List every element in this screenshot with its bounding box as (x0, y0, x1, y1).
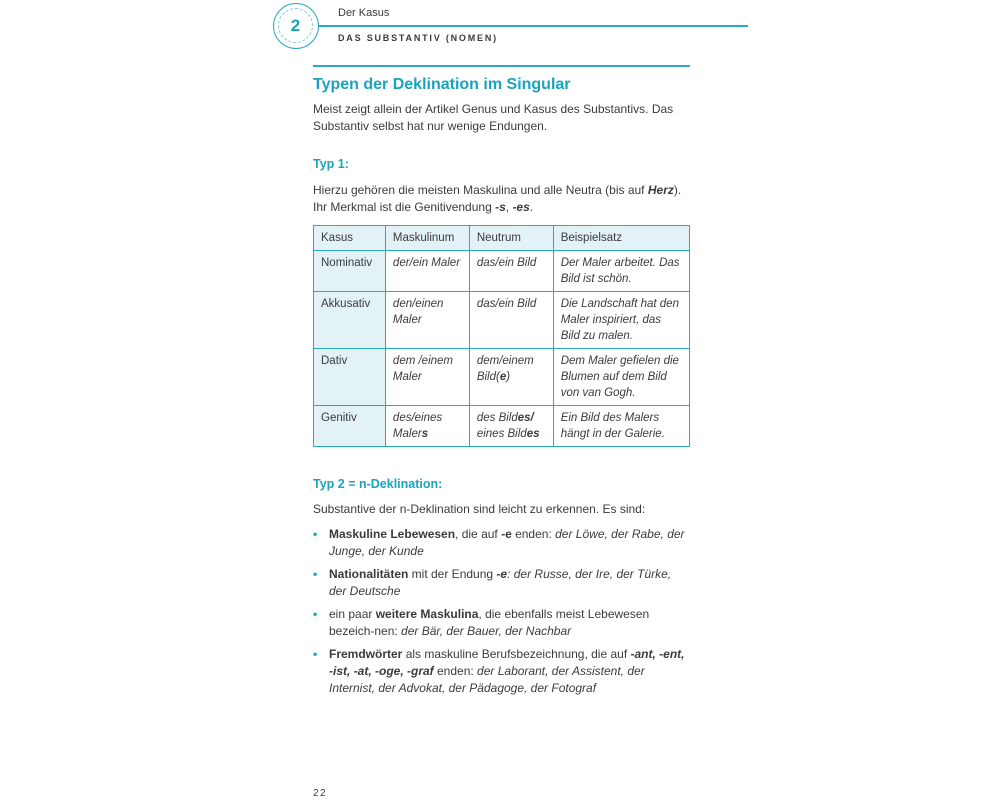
page-title: Typen der Deklination im Singular (313, 76, 571, 93)
table-row (314, 406, 690, 447)
typ2-heading: Typ 2 = n-Deklination: (313, 477, 443, 491)
neutrum-cell: dem/einem Bild(e) (469, 349, 553, 406)
title-rule (313, 65, 690, 67)
neutrum-cell: des Bildes/ eines Bildes (469, 406, 553, 447)
chapter-badge (273, 3, 319, 49)
intro-paragraph: Meist zeigt allein der Artikel Genus und Kasus des Substantivs. Das Substantiv selbst hat nur wenige Endungen. (313, 102, 674, 133)
list-item: • Fremdwörter als maskuline Berufsbezeichnung, die auf -ant, -ent, -ist, -at, -oge, -graf enden: der Laborant, der Assistent, der Internist, der Advokat, der Pädagoge, der Fotograf (313, 647, 685, 695)
beispielsatz-cell: Die Landschaft hat den Maler inspiriert, das Bild zu malen. (553, 292, 689, 349)
n-deklination-list (313, 526, 691, 703)
chapter-number: 2 (278, 8, 313, 43)
page-number: 22 (313, 788, 328, 799)
beispielsatz-cell: Dem Maler gefielen die Blumen auf dem Bild von van Gogh. (553, 349, 689, 406)
typ1-heading: Typ 1: (313, 157, 349, 171)
table-row (314, 251, 690, 292)
section-title: DAS SUBSTANTIV (NOMEN) (338, 33, 498, 43)
table-header-row (314, 226, 690, 251)
beispielsatz-cell: Ein Bild des Malers hängt in der Galerie. (553, 406, 689, 447)
kasus-cell: Akkusativ (314, 292, 386, 349)
maskulinum-cell: der/ein Maler (385, 251, 469, 292)
list-item: • ein paar weitere Maskulina, die ebenfalls meist Lebewesen bezeich-nen: der Bär, der Bauer, der Nachbar (313, 607, 650, 638)
bullet-icon: • (313, 567, 318, 581)
typ1-paragraph: Hierzu gehören die meisten Maskulina und alle Neutra (bis auf Herz). Ihr Merkmal ist die Genitivendung -s, -es. (313, 183, 682, 214)
maskulinum-cell: dem /einem Maler (385, 349, 469, 406)
neutrum-cell: das/ein Bild (469, 292, 553, 349)
table-header: Kasus (314, 226, 386, 251)
kasus-cell: Nominativ (314, 251, 386, 292)
neutrum-cell: das/ein Bild (469, 251, 553, 292)
maskulinum-cell: den/einen Maler (385, 292, 469, 349)
chapter-title: Der Kasus (338, 7, 390, 19)
typ2-intro: Substantive der n-Deklination sind leicht zu erkennen. Es sind: (313, 502, 646, 516)
maskulinum-cell: des/eines Malers (385, 406, 469, 447)
list-item: • Maskuline Lebewesen, die auf -e enden: der Löwe, der Rabe, der Junge, der Kunde (313, 527, 685, 558)
table-header: Neutrum (469, 226, 553, 251)
bullet-icon: • (313, 647, 318, 661)
kasus-cell: Dativ (314, 349, 386, 406)
bullet-icon: • (313, 607, 318, 621)
bullet-icon: • (313, 527, 318, 541)
list-item: • Nationalitäten mit der Endung -e: der Russe, der Ire, der Türke, der Deutsche (313, 567, 672, 598)
declension-table (313, 225, 690, 447)
beispielsatz-cell: Der Maler arbeitet. Das Bild ist schön. (553, 251, 689, 292)
table-row (314, 349, 690, 406)
table-header: Beispielsatz (553, 226, 689, 251)
table-row (314, 292, 690, 349)
header-rule (316, 25, 748, 27)
kasus-cell: Genitiv (314, 406, 386, 447)
table-header: Maskulinum (385, 226, 469, 251)
